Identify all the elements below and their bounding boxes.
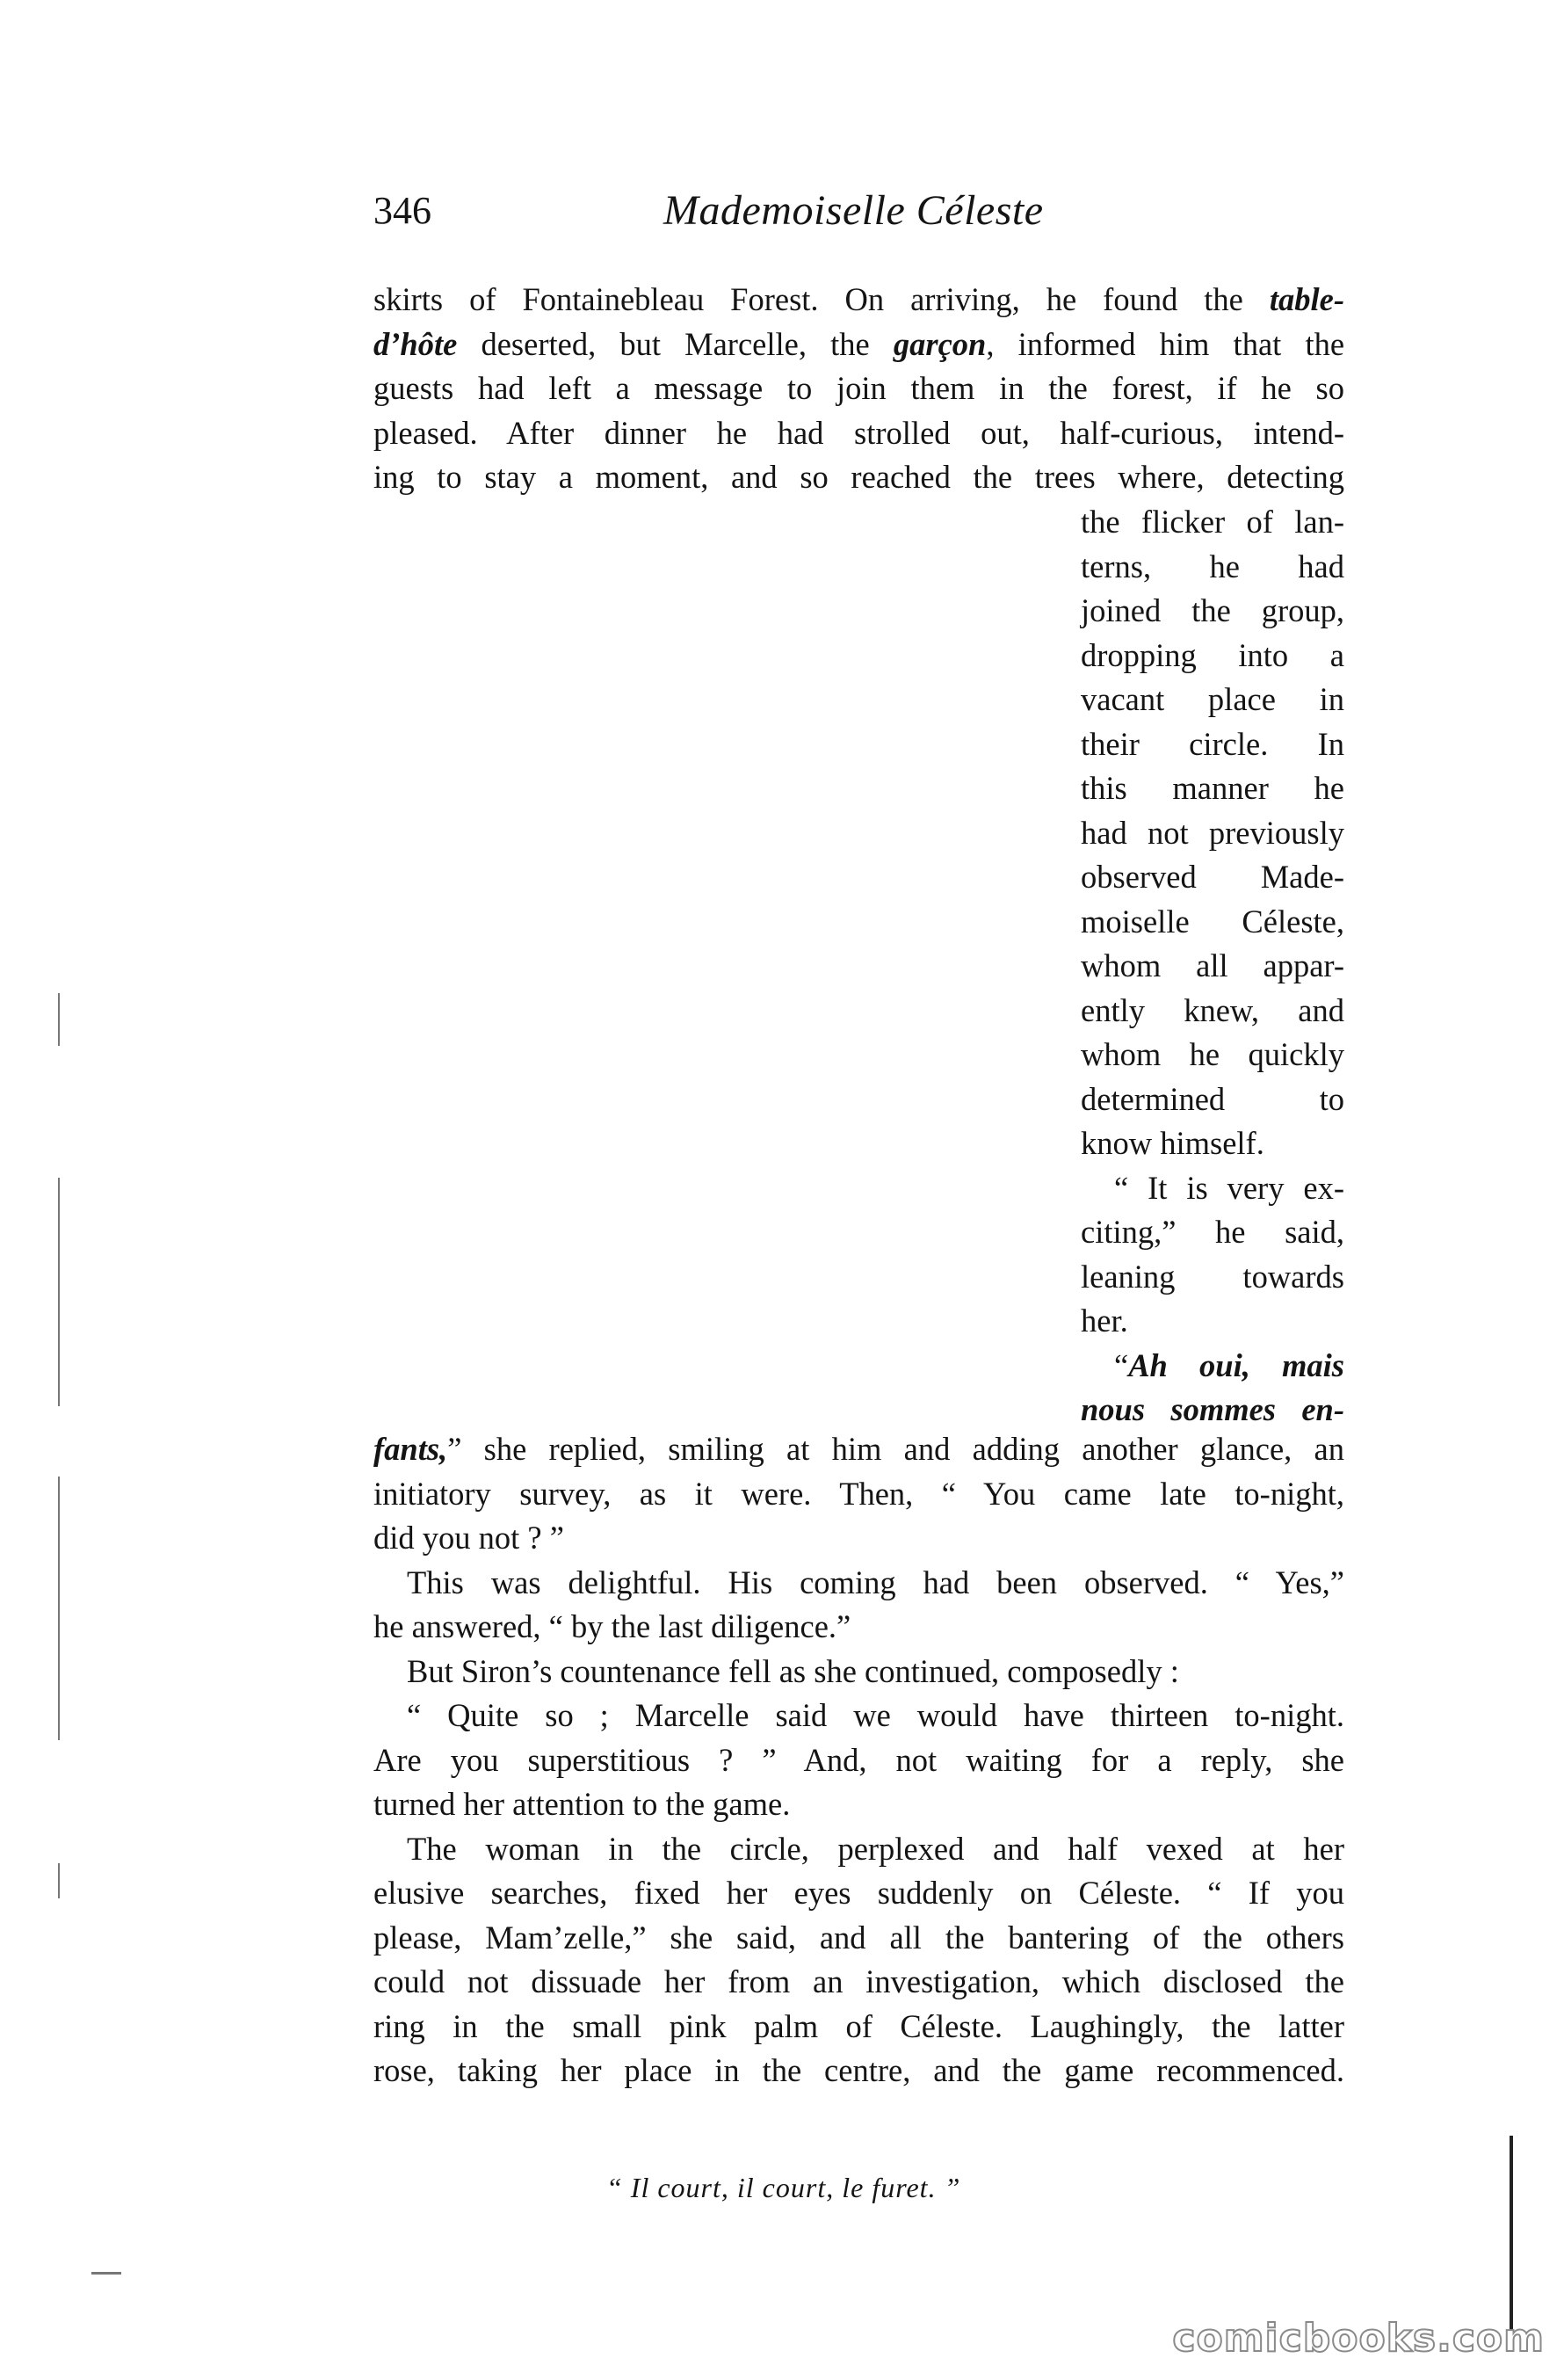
scan-artifact xyxy=(58,993,60,1046)
running-head: Mademoiselle Céleste xyxy=(663,187,1044,234)
text-line: Are you superstitious ? ” And, not waiting for a reply, she xyxy=(373,1741,1344,1778)
text-line: pleased. After dinner he had strolled out, half-curious, intend- xyxy=(373,414,1344,451)
text-line: rose, taking her place in the centre, and the game recommenced. xyxy=(373,2052,1344,2088)
text-line: vacant place in xyxy=(1081,681,1344,717)
text-line: turned her attention to the game. xyxy=(373,1786,791,1822)
text-line: initiatory survey, as it were. Then, “ You came late to-night, xyxy=(373,1475,1344,1512)
page-header xyxy=(373,186,1344,248)
text-line: joined the group, xyxy=(1081,592,1344,628)
text-line: “Ah oui, mais xyxy=(1114,1346,1344,1383)
paragraph-top xyxy=(373,278,1344,500)
text-line: this manner he xyxy=(1081,770,1344,806)
text-line: citing,” he said, xyxy=(1081,1214,1344,1250)
text-line: “ Quite so ; Marcelle said we would have thirteen to-night. xyxy=(407,1697,1344,1733)
text-line: fants,” she replied, smiling at him and adding another glance, an xyxy=(373,1431,1344,1467)
text-line: moiselle Céleste, xyxy=(1081,903,1344,940)
text-line: skirts of Fontainebleau Forest. On arriving, he found the table- xyxy=(373,281,1345,317)
text-line: But Siron’s countenance fell as she continued, composedly : xyxy=(407,1652,1179,1689)
scan-artifact xyxy=(58,1178,60,1406)
text-line: d’hôte deserted, but Marcelle, the garçon, informed him that the xyxy=(373,325,1345,362)
illustration-space xyxy=(373,510,1059,1433)
text-line: The woman in the circle, perplexed and half vexed at her xyxy=(407,1830,1344,1867)
text-line: whom he quickly xyxy=(1081,1036,1344,1072)
watermark-logo: comicbooks.com xyxy=(1172,2316,1545,2361)
paragraph-after xyxy=(373,1427,1344,2093)
narrow-column xyxy=(1081,500,1344,1433)
text-line: her. xyxy=(1081,1302,1128,1339)
text-line: had not previously xyxy=(1081,814,1344,851)
text-line: elusive searches, fixed her eyes suddenly on Céleste. “ If you xyxy=(373,1875,1344,1911)
text-line: This was delightful. His coming had been observed. “ Yes,” xyxy=(407,1564,1344,1600)
text-line: please, Mam’zelle,” she said, and all the bantering of the others xyxy=(373,1919,1344,1956)
text-line: dropping into a xyxy=(1081,636,1344,673)
text-line: ring in the small pink palm of Céleste. Laughingly, the latter xyxy=(373,2007,1344,2044)
scan-artifact xyxy=(91,2272,121,2275)
text-line: he answered, “ by the last diligence.” xyxy=(373,1608,851,1644)
text-line: did you not ? ” xyxy=(373,1520,564,1556)
text-line: observed Made- xyxy=(1081,859,1344,895)
text-line: nous sommes en- xyxy=(1081,1391,1344,1427)
text-line: leaning towards xyxy=(1081,1258,1344,1295)
text-line: determined to xyxy=(1081,1080,1344,1117)
text-line: the flicker of lan- xyxy=(1081,504,1344,540)
scan-artifact xyxy=(58,1477,60,1740)
text-line: their circle. In xyxy=(1081,725,1344,762)
epigraph-line: “ Il court, il court, le furet. ” xyxy=(606,2172,961,2203)
page-number: 346 xyxy=(373,189,431,232)
text-line: could not dissuade her from an investigation, which disclosed the xyxy=(373,1963,1344,1999)
scan-artifact xyxy=(1510,2136,1513,2338)
text-line: whom all appar- xyxy=(1081,947,1344,983)
scan-artifact xyxy=(58,1863,60,1898)
text-line: “ It is very ex- xyxy=(1114,1169,1344,1206)
text-line: ently knew, and xyxy=(1081,991,1344,1028)
text-line: terns, he had xyxy=(1081,548,1344,584)
text-line: know himself. xyxy=(1081,1125,1264,1161)
text-line: ing to stay a moment, and so reached the trees where, detecting xyxy=(373,459,1344,495)
text-line: guests had left a message to join them in the forest, if he so xyxy=(373,370,1344,406)
